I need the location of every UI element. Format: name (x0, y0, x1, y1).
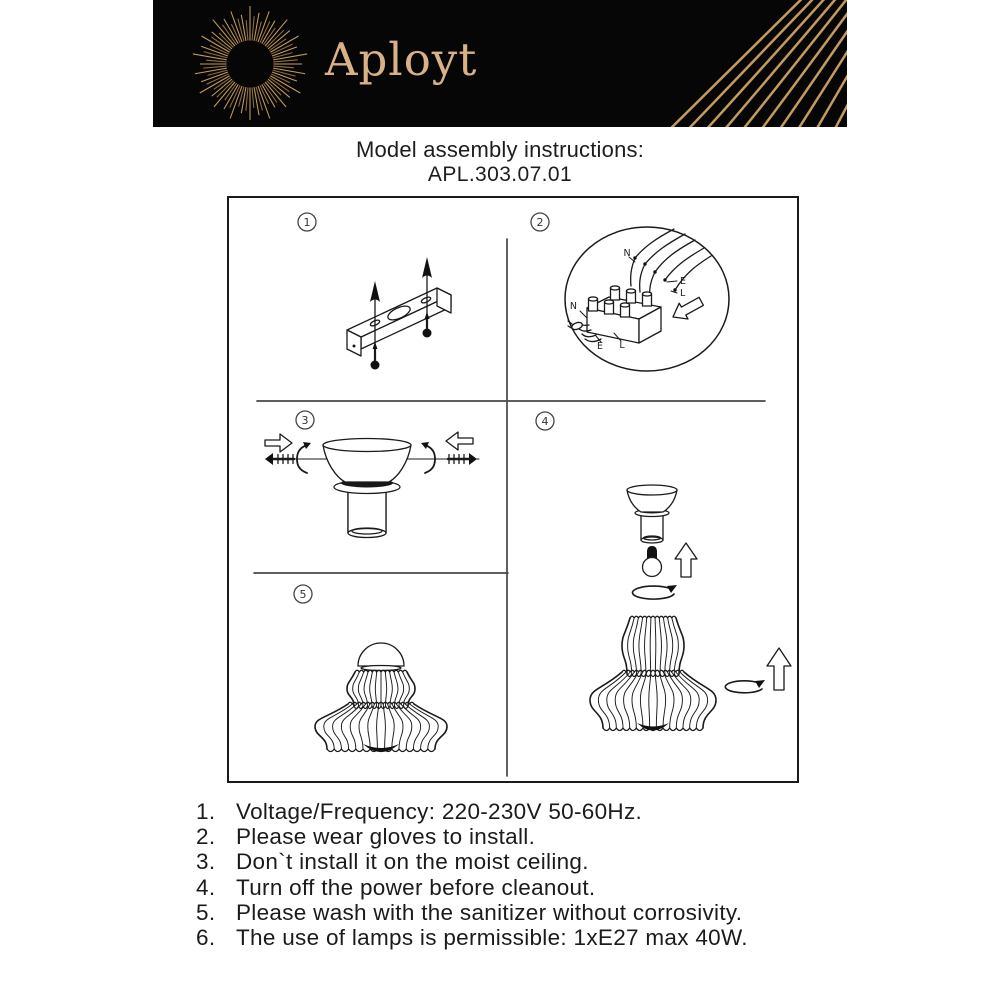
insert-direction-arrow-icon (673, 297, 703, 319)
step-badge-1 (298, 213, 316, 231)
instruction-number: 3. (196, 849, 216, 875)
rotate-arrow-right-icon (421, 442, 435, 473)
push-arrow-right-icon (446, 432, 473, 450)
shade-skirt-tier (590, 670, 716, 730)
wire-label-fixture-n: N (569, 301, 577, 312)
assembled-skirt-tier (315, 702, 447, 751)
instruction-number: 5. (196, 899, 216, 925)
assembled-canopy-dome (358, 643, 404, 666)
terminal-block (587, 286, 661, 343)
assembly-diagram-canvas (229, 198, 797, 781)
instruction-number: 1. (196, 799, 216, 824)
step-badge-5 (294, 585, 312, 603)
rotate-shade-arrow-icon (725, 680, 765, 693)
instruction-number: 4. (196, 874, 216, 900)
wire-label-fixture-l: L (619, 340, 625, 351)
brand-wordmark: Aployt (325, 33, 478, 86)
instruction-number: 2. (196, 824, 216, 850)
step-badge-2 (531, 213, 549, 231)
side-screw-left (265, 453, 294, 465)
wire-label-ceiling-n: N (623, 248, 631, 259)
svg-text:5: 5 (299, 588, 307, 601)
instructions-list (196, 799, 956, 950)
title-block (0, 137, 1000, 187)
instruction-item (196, 799, 956, 824)
instruction-item (196, 849, 956, 874)
instruction-text: The use of lamps is permissible: 1xE27 max 40W. (236, 925, 748, 951)
assembly-diagram (227, 196, 799, 783)
page-title: Model assembly instructions: (355, 137, 645, 162)
header-banner (153, 0, 847, 127)
svg-text:1: 1 (303, 216, 311, 229)
instruction-item (196, 925, 956, 950)
header-decor (153, 0, 847, 127)
canopy-small (627, 485, 677, 543)
push-arrow-left-icon (265, 434, 292, 452)
instruction-item (196, 900, 956, 925)
instruction-text: Voltage/Frequency: 220-230V 50-60Hz. (236, 799, 643, 824)
instruction-item (196, 875, 956, 900)
svg-text:4: 4 (541, 415, 549, 428)
svg-text:2: 2 (536, 216, 544, 229)
up-arrow-shade-icon (767, 648, 791, 690)
step-2-panel (565, 227, 729, 371)
side-screw-right (448, 453, 477, 465)
shade-top-tier (622, 616, 684, 676)
light-bulb-icon (643, 546, 662, 577)
assembled-canopy-ring (361, 666, 401, 671)
instruction-item (196, 824, 956, 849)
canopy-large (323, 439, 411, 538)
wire-label-fixture-e: E (596, 341, 604, 352)
step-3-panel (265, 432, 479, 538)
corner-rays-icon (657, 0, 847, 127)
step-badge-4 (536, 412, 554, 430)
step-1-panel (347, 257, 451, 370)
ceiling-wires (631, 229, 711, 300)
model-number: APL.303.07.01 (427, 163, 573, 186)
wire-label-ceiling-l: L (680, 288, 686, 299)
instruction-text: Don`t install it on the moist ceiling. (236, 849, 589, 875)
sunburst-icon (193, 6, 307, 120)
instruction-number: 6. (196, 925, 216, 951)
instruction-text: Turn off the power before cleanout. (236, 874, 596, 900)
rotate-bulb-arrow-icon (632, 585, 677, 599)
step-5-panel (315, 643, 447, 752)
wire-label-ceiling-e: E (680, 276, 687, 287)
grid-dividers (254, 239, 765, 776)
svg-text:3: 3 (301, 414, 309, 427)
rotate-arrow-left-icon (297, 442, 311, 473)
step-badge-3 (296, 411, 314, 429)
instruction-text: Please wear gloves to install. (236, 824, 536, 850)
step-4-panel (590, 485, 791, 731)
instruction-text: Please wash with the sanitizer without corrosivity. (236, 899, 743, 925)
up-arrow-icon (675, 543, 697, 577)
